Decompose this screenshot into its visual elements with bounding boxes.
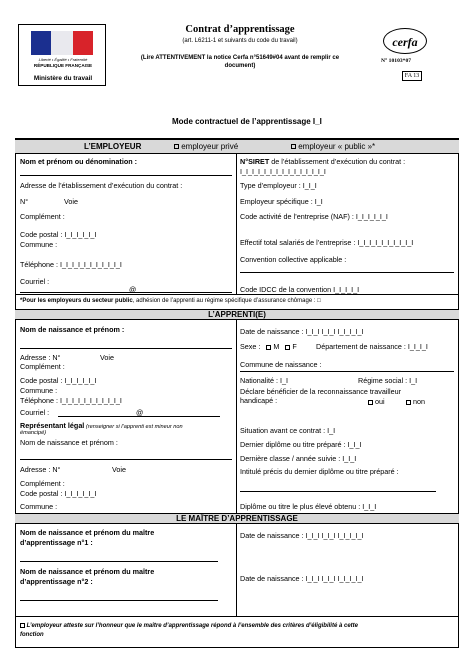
sex-f-label: F: [292, 342, 297, 351]
last-diploma-label[interactable]: Dernier diplôme ou titre préparé : I_I_I: [240, 440, 362, 449]
disability-no-option[interactable]: [406, 397, 425, 406]
form-title: Contrat d’apprentissage: [185, 24, 295, 35]
public-note: [20, 297, 321, 305]
public-note-rest: , adhésion de l’apprenti au régime spécifique d’assurance chômage : □: [132, 298, 321, 304]
employer-phone-label[interactable]: Téléphone : I_I_I_I_I_I_I_I_I_I_I: [20, 260, 122, 269]
public-checkbox[interactable]: [291, 144, 296, 149]
employer-divider: [236, 154, 237, 294]
employer-number-label: N°: [20, 197, 29, 206]
apprentice-email-label: Courriel :: [20, 408, 50, 417]
logo-motto: Liberté • Égalité • Fraternité: [38, 57, 88, 62]
master-band-label: LE MAÎTRE D’APPRENTISSAGE: [176, 514, 298, 523]
apprentice-divider: [236, 320, 237, 513]
last-title-label: Intitulé précis du dernier diplôme ou titre préparé :: [240, 467, 399, 476]
private-option-label: employeur privé: [181, 142, 239, 151]
master-1-line-1: Nom de naissance et prénom du maître: [20, 528, 155, 537]
contract-mode-title: Mode contractuel de l’apprentissage I_I: [172, 117, 322, 126]
rep-name-label: Nom de naissance et prénom :: [20, 438, 118, 447]
apprentice-band-label: L’APPRENTI(E): [208, 310, 266, 319]
rep-address-label: Adresse : N°: [20, 465, 61, 474]
last-title-field[interactable]: [240, 491, 436, 492]
employer-specific-label[interactable]: Employeur spécifique : I_I: [240, 197, 323, 206]
master-2-line-2: d’apprentissage n°2 :: [20, 577, 93, 586]
apprentice-sex-row: [240, 342, 297, 351]
siret-label: [240, 157, 405, 166]
employer-type-label[interactable]: Type d’employeur : I_I_I: [240, 181, 317, 190]
sex-f-checkbox[interactable]: [285, 345, 290, 350]
notice-line-1: (Lire ATTENTIVEMENT la notice Cerfa n°51649#04 avant de remplir ce: [140, 55, 340, 61]
convention-field[interactable]: [240, 272, 454, 273]
attest-line-2: fonction: [20, 632, 44, 638]
notice-line-2: document): [224, 63, 256, 69]
employer-city-label: Commune :: [20, 240, 58, 249]
legal-rep-note-2: émancipé): [20, 430, 47, 436]
cerfa-logo-text: cerfa: [392, 35, 418, 49]
employer-private-option[interactable]: [174, 142, 238, 151]
birth-city-field[interactable]: [240, 371, 454, 372]
naf-label[interactable]: Code activité de l’entreprise (NAF) : I_I_I_I_I_I: [240, 212, 388, 221]
employer-band-label: L’EMPLOYEUR: [84, 142, 142, 151]
apprentice-city-label: Commune :: [20, 386, 58, 395]
staff-label[interactable]: Effectif total salariés de l’entreprise : I_I_I_I_I_I_I_I_I_I: [240, 238, 414, 247]
disability-line-1: Déclare bénéficier de la reconnaissance travailleur: [240, 387, 402, 396]
siret-boxes[interactable]: I_I_I_I_I_I_I_I_I_I_I_I_I_I_I: [240, 167, 326, 176]
disability-no-label: non: [413, 397, 425, 406]
department-label[interactable]: Département de naissance : I_I_I_I: [316, 342, 428, 351]
employer-address-label: Adresse de l’établissement d’exécution du contrat :: [20, 181, 183, 190]
convention-label: Convention collective applicable :: [240, 255, 347, 264]
employer-postal-label[interactable]: Code postal : I_I_I_I_I_I: [20, 230, 97, 239]
public-note-bold: *Pour les employeurs du secteur public: [20, 298, 133, 304]
sex-label: Sexe :: [240, 342, 261, 351]
idcc-label[interactable]: Code IDCC de la convention I_I_I_I_I: [240, 285, 360, 294]
form-subtitle: (art. L6211-1 et suivants du code du travail): [182, 38, 298, 44]
last-class-label[interactable]: Dernière classe / année suivie : I_I_I: [240, 454, 357, 463]
public-option-label: employeur « public »*: [298, 142, 376, 151]
disability-yes-checkbox[interactable]: [368, 400, 373, 405]
apprentice-phone-label[interactable]: Téléphone : I_I_I_I_I_I_I_I_I_I_I: [20, 396, 122, 405]
employer-name-label: Nom et prénom ou dénomination :: [20, 157, 137, 166]
apprentice-address-label: Adresse : N°: [20, 353, 61, 362]
cerfa-logo: [383, 28, 427, 54]
master-1-birthdate[interactable]: Date de naissance : I_I_I I_I_I I_I_I_I_I: [240, 531, 364, 540]
employer-note-separator: [15, 294, 459, 295]
legal-rep-note: (renseigner si l’apprenti est mineur non: [84, 424, 183, 430]
cerfa-number: N° 10103*07: [381, 58, 412, 64]
apprentice-birthdate-label[interactable]: Date de naissance : I_I_I I_I_I I_I_I_I_I: [240, 327, 364, 336]
siret-label-rest: de l’établissement d’exécution du contrat :: [269, 157, 406, 166]
apprentice-street-label: Voie: [100, 353, 114, 362]
government-logo: [18, 24, 106, 86]
ministry-name: Ministère du travail: [33, 75, 93, 82]
master-1-name-field[interactable]: [20, 561, 218, 562]
rep-street-label: Voie: [112, 465, 126, 474]
rep-postal-label[interactable]: Code postal : I_I_I_I_I_I: [20, 489, 97, 498]
rep-city-label: Commune :: [20, 502, 58, 511]
employer-complement-label: Complément :: [20, 212, 65, 221]
disability-yes-option[interactable]: [368, 397, 385, 406]
master-2-name-field[interactable]: [20, 600, 218, 601]
employer-street-label: Voie: [64, 197, 78, 206]
siret-label-bold: N°SIRET: [240, 157, 270, 166]
master-2-line-1: Nom de naissance et prénom du maître: [20, 567, 155, 576]
rep-name-field[interactable]: [20, 459, 232, 460]
logo-country: RÉPUBLIQUE FRANÇAISE: [33, 63, 93, 68]
master-divider: [236, 524, 237, 616]
social-regime-label[interactable]: Régime social : I_I: [358, 376, 418, 385]
legal-rep-bold: Représentant légal: [20, 421, 85, 430]
apprentice-name-field[interactable]: [20, 348, 232, 349]
birth-city-label: Commune de naissance :: [240, 360, 322, 369]
master-2-birthdate[interactable]: Date de naissance : I_I_I I_I_I I_I_I_I_I: [240, 574, 364, 583]
master-1-line-2: d’apprentissage n°1 :: [20, 538, 93, 547]
sex-m-label: M: [273, 342, 280, 351]
apprentice-complement-label: Complément :: [20, 362, 65, 371]
private-checkbox[interactable]: [174, 144, 179, 149]
employer-name-field[interactable]: [20, 175, 232, 176]
fa-code: FA 13: [402, 71, 422, 81]
highest-diploma-label[interactable]: Diplôme ou titre le plus élevé obtenu : I_I_I: [240, 502, 377, 511]
nationality-label[interactable]: Nationalité : I_I: [240, 376, 288, 385]
employer-email-at: @: [129, 285, 137, 294]
disability-no-checkbox[interactable]: [406, 400, 411, 405]
marianne-flag-icon: [31, 31, 93, 55]
attest-line-1: [20, 622, 358, 630]
attest-text-1: L’employeur atteste sur l’honneur que le maître d’apprentissage répond à l’ensemble des critères d’éligibilité à cette: [25, 623, 358, 629]
apprentice-postal-label[interactable]: Code postal : I_I_I_I_I_I: [20, 376, 97, 385]
sex-m-checkbox[interactable]: [266, 345, 271, 350]
attest-separator: [15, 616, 459, 617]
disability-yes-label: oui: [375, 397, 385, 406]
employer-public-option[interactable]: [291, 142, 375, 151]
employer-email-field[interactable]: [20, 292, 232, 293]
apprentice-name-label: Nom de naissance et prénom :: [20, 325, 125, 334]
apprentice-email-at: @: [136, 408, 144, 417]
disability-line-2: handicapé :: [240, 396, 278, 405]
employer-email-label: Courriel :: [20, 277, 50, 286]
situation-label[interactable]: Situation avant ce contrat : I_I: [240, 426, 336, 435]
rep-complement-label: Complément :: [20, 479, 65, 488]
